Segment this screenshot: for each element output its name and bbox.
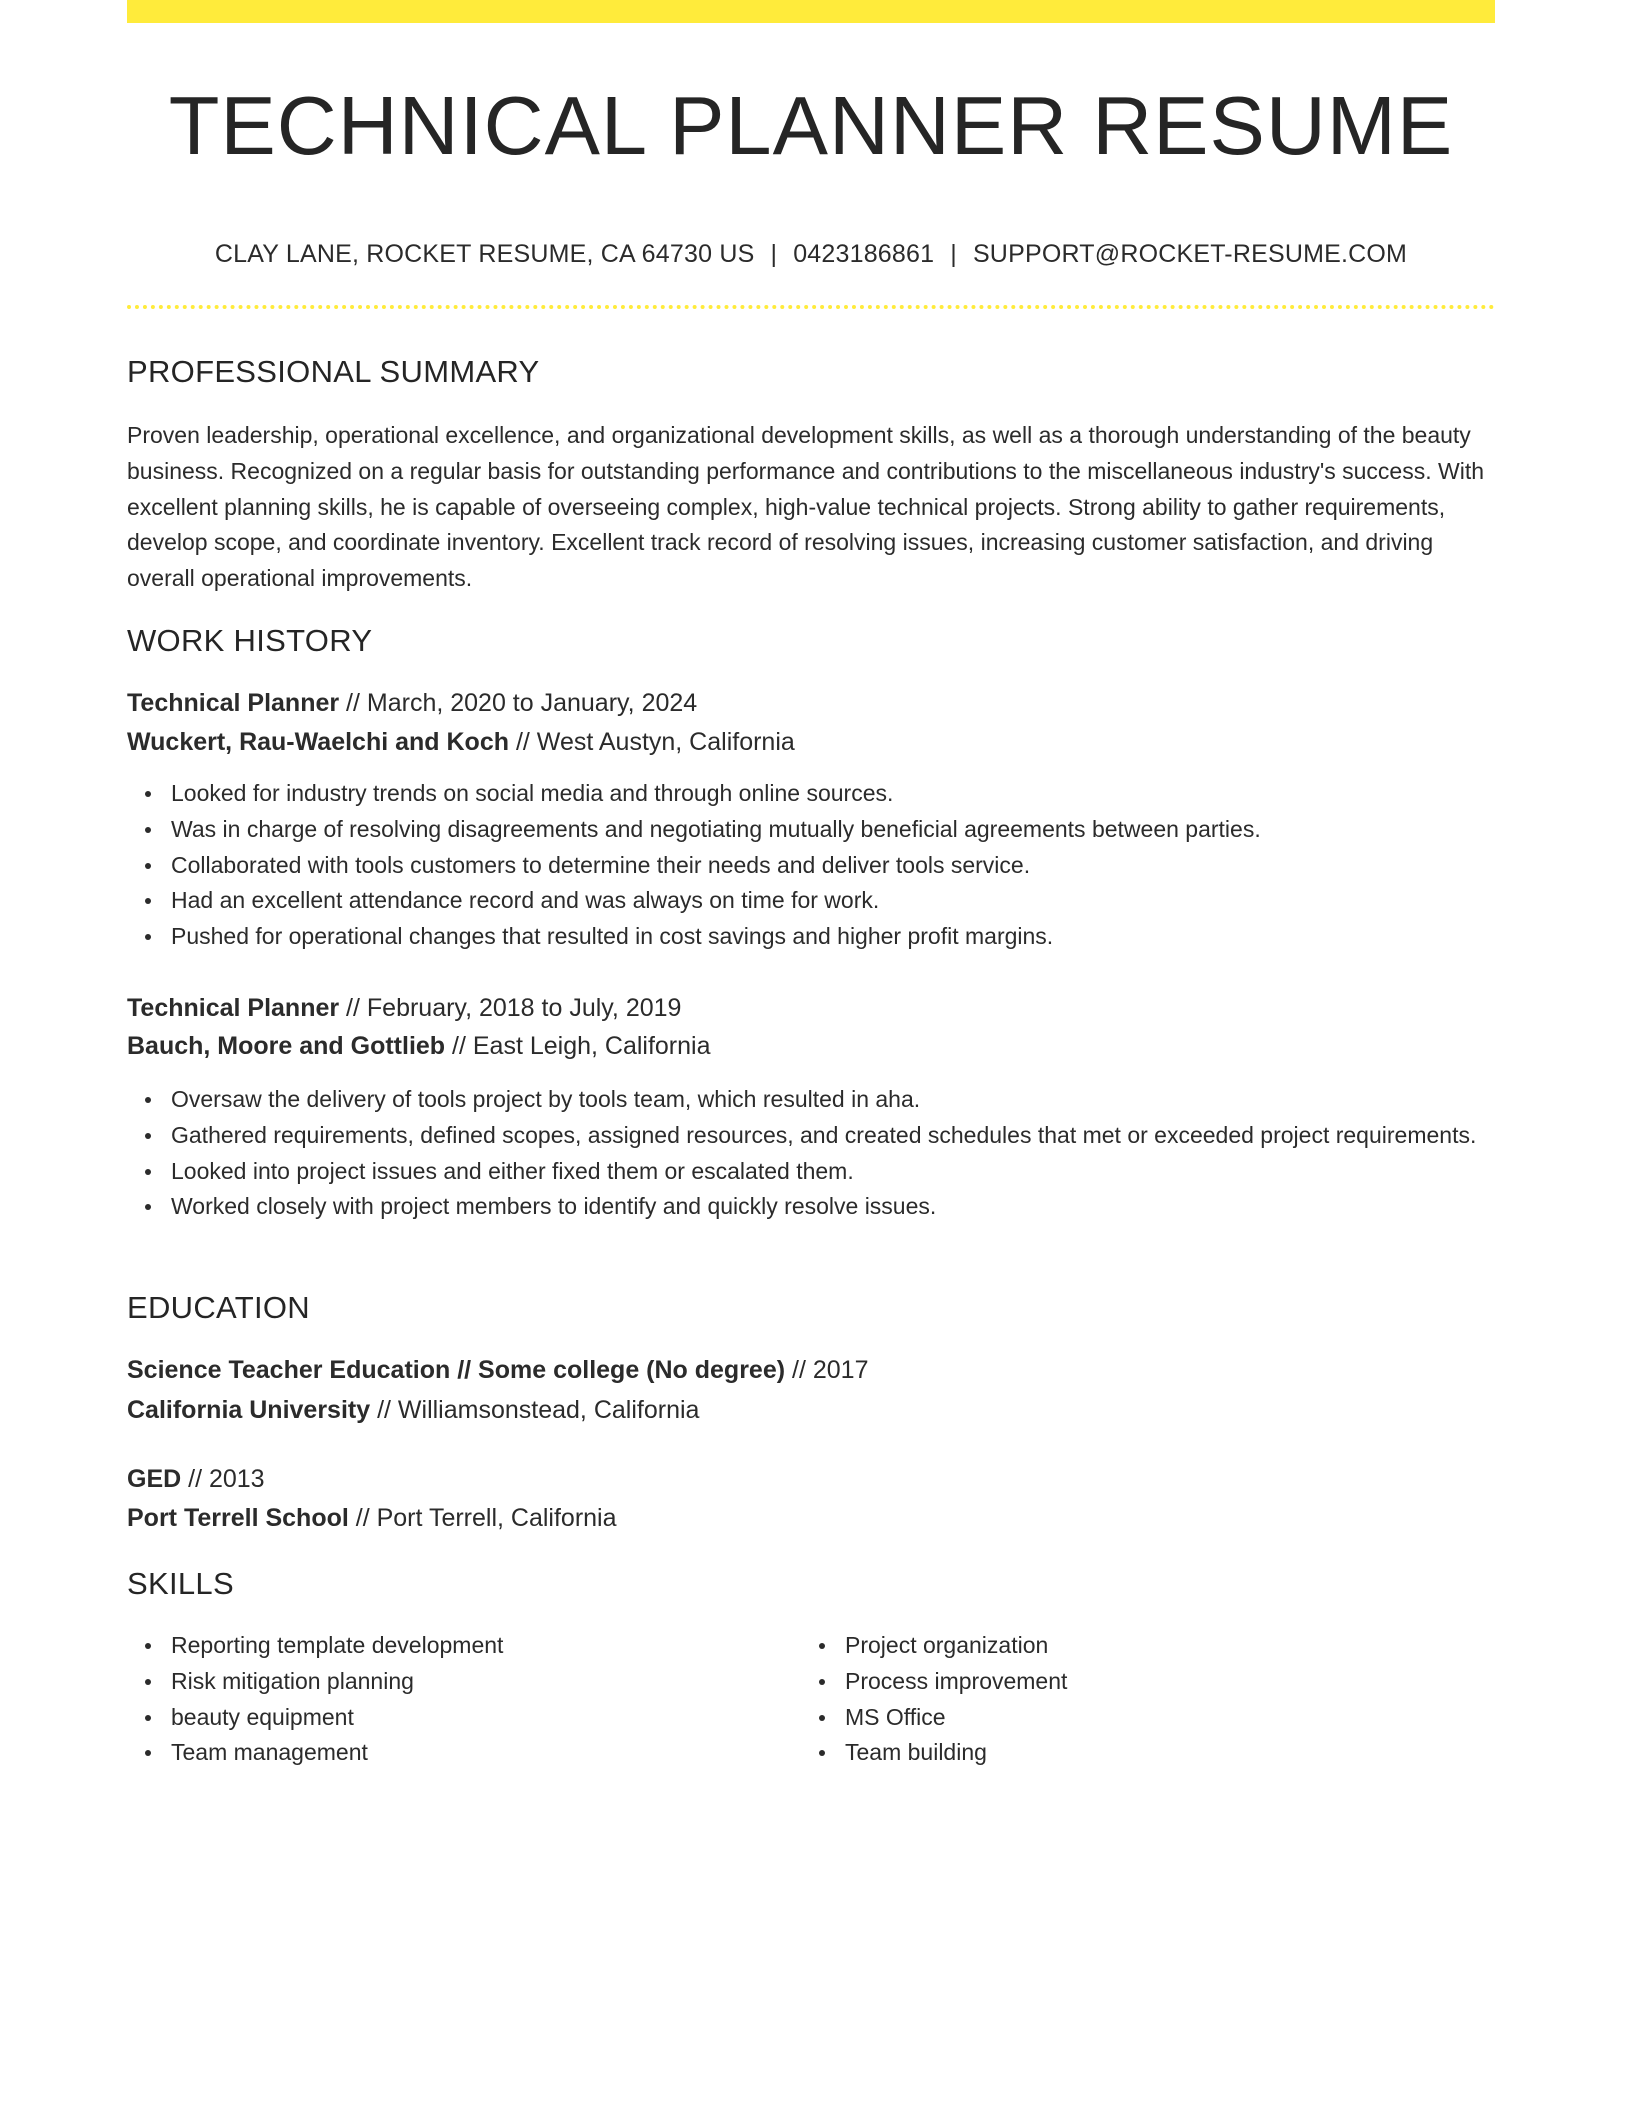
education-degree: Science Teacher Education // Some college (No degree) [127, 1356, 786, 1384]
list-item: Gathered requirements, defined scopes, assigned resources, and created schedules that met or exceeded project requirements. [127, 1118, 1495, 1154]
skills-heading: SKILLS [127, 1566, 234, 1601]
list-item: MS Office [801, 1700, 1632, 1736]
list-item: Was in charge of resolving disagreements and negotiating mutually beneficial agreements between parties. [127, 812, 1495, 848]
education-school: Port Terrell School [127, 1504, 349, 1532]
education-school: California University [127, 1396, 371, 1424]
resume-title: TECHNICAL PLANNER RESUME [168, 79, 1454, 172]
contact-phone: 0423186861 [793, 240, 935, 268]
list-item: Looked into project issues and either fixed them or escalated them. [127, 1154, 1495, 1190]
list-item: Process improvement [801, 1664, 1632, 1700]
job-1-company-line [127, 727, 795, 757]
list-item: Reporting template development [127, 1628, 1495, 1664]
job-title: Technical Planner [127, 689, 340, 717]
list-item: Team management [127, 1735, 1495, 1771]
list-item: Had an excellent attendance record and was always on time for work. [127, 883, 1495, 919]
summary-heading: PROFESSIONAL SUMMARY [127, 354, 540, 389]
education-location: // Williamsonstead, California [370, 1396, 700, 1424]
contact-separator: | [770, 240, 778, 268]
list-item: Project organization [801, 1628, 1632, 1664]
skills-list-right [801, 1628, 1632, 1771]
list-item: Oversaw the delivery of tools project by tools team, which resulted in aha. [127, 1082, 1495, 1118]
list-item: Pushed for operational changes that resulted in cost savings and higher profit margins. [127, 919, 1495, 955]
accent-bar [127, 0, 1495, 23]
job-dates: // February, 2018 to July, 2019 [339, 994, 682, 1022]
education-year: // 2017 [785, 1356, 869, 1384]
education-location: // Port Terrell, California [348, 1504, 617, 1532]
job-2-company-line [127, 1031, 711, 1061]
list-item: beauty equipment [127, 1700, 1495, 1736]
job-company: Bauch, Moore and Gottlieb [127, 1032, 446, 1060]
list-item: Team building [801, 1735, 1632, 1771]
education-1-degree-line [127, 1355, 868, 1385]
job-location: // West Austyn, California [509, 728, 795, 756]
list-item: Collaborated with tools customers to determine their needs and deliver tools service. [127, 848, 1495, 884]
contact-line [127, 239, 1495, 269]
list-item: Risk mitigation planning [127, 1664, 1495, 1700]
job-1-title-line [127, 688, 697, 718]
job-company: Wuckert, Rau-Waelchi and Koch [127, 728, 510, 756]
job-location: // East Leigh, California [445, 1032, 711, 1060]
education-2-school-line [127, 1503, 617, 1533]
education-degree: GED [127, 1465, 182, 1493]
contact-address: CLAY LANE, ROCKET RESUME, CA 64730 US [214, 240, 755, 268]
education-heading: EDUCATION [127, 1290, 310, 1325]
job-dates: // March, 2020 to January, 2024 [339, 689, 698, 717]
job-2-bullets [127, 1082, 1495, 1225]
list-item: Worked closely with project members to identify and quickly resolve issues. [127, 1189, 1495, 1225]
work-history-heading: WORK HISTORY [127, 623, 373, 658]
summary-text: Proven leadership, operational excellence, and organizational development skills, as well as a thorough understanding of the beauty business. Recognized on a regular basis for outstanding performance and contributions to the miscellaneous industry's success. With excellent planning skills, he is capable of overseeing complex, high-value technical projects. Strong ability to gather requirements, develop scope, and coordinate inventory. Excellent track record of resolving issues, increasing customer satisfaction, and driving overall operational improvements. [127, 422, 1484, 592]
education-year: // 2013 [181, 1465, 265, 1493]
dotted-divider [127, 305, 1495, 309]
education-1-school-line [127, 1395, 699, 1425]
job-title: Technical Planner [127, 994, 340, 1022]
job-2-title-line [127, 993, 681, 1023]
job-1-bullets [127, 776, 1495, 955]
education-2-degree-line [127, 1464, 265, 1494]
contact-separator: | [950, 240, 957, 268]
contact-email: SUPPORT@ROCKET-RESUME.COM [972, 240, 1408, 268]
list-item: Looked for industry trends on social media and through online sources. [127, 776, 1495, 812]
